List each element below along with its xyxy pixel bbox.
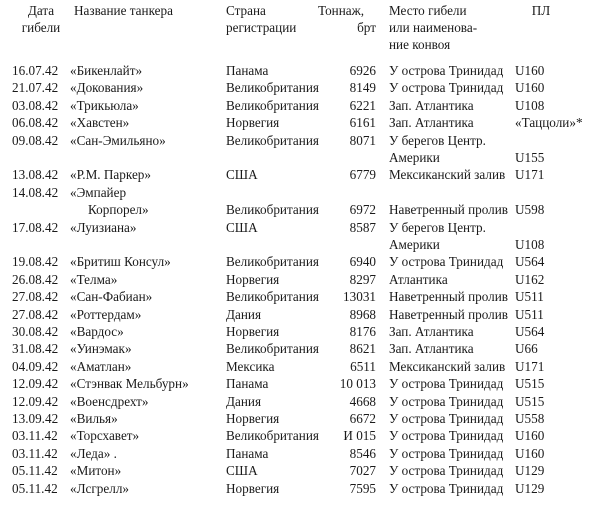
cell-country: Великобритания xyxy=(226,254,319,270)
table-row xyxy=(0,253,600,270)
cell-submarine: U160 xyxy=(515,80,545,96)
cell-tonnage: 7027 xyxy=(349,463,376,479)
header-place-line1: Место гибели xyxy=(389,3,467,18)
cell-country: Норвегия xyxy=(226,411,280,426)
cell-submarine: U129 xyxy=(515,463,545,479)
table-row xyxy=(0,114,600,131)
cell-date: 14.08.42 xyxy=(12,184,59,200)
cell-tonnage: 8149 xyxy=(349,80,376,96)
cell-date: 21.07.42 xyxy=(12,80,59,96)
cell-ship-name: «Бритиш Консул» xyxy=(70,254,171,270)
cell-submarine: U515 xyxy=(515,393,545,409)
cell-ship-name: «Роттердам» xyxy=(70,306,142,322)
cell-submarine: U155 xyxy=(515,150,545,165)
cell-ship-name: «Докования» xyxy=(70,80,144,96)
cell-tonnage: 8176 xyxy=(349,324,376,339)
cell-ship-name: «Вардос» xyxy=(70,324,124,339)
cell-tonnage: 13031 xyxy=(343,289,376,305)
cell-date: 03.08.42 xyxy=(12,97,59,113)
cell-submarine: U129 xyxy=(515,480,545,496)
cell-country: Мексика xyxy=(226,358,275,374)
cell-country: Великобритания xyxy=(226,341,319,357)
cell-place: Атлантика xyxy=(389,271,448,287)
cell-place: Зап. Атлантика xyxy=(389,115,474,131)
cell-ship-name: «Леда» . xyxy=(70,445,117,461)
cell-date: 16.07.42 xyxy=(12,63,59,78)
cell-place: Наветренный пролив xyxy=(389,202,509,218)
cell-place: У острова Тринидад xyxy=(389,428,504,444)
cell-country: Великобритания xyxy=(226,80,319,96)
cell-submarine: U598 xyxy=(515,202,545,218)
table-row xyxy=(0,375,600,392)
cell-tonnage: 6161 xyxy=(349,115,376,131)
cell-country: Великобритания xyxy=(226,202,319,218)
cell-tonnage: 6511 xyxy=(350,358,376,374)
table-row xyxy=(0,184,600,201)
header-submarine: ПЛ xyxy=(531,3,551,18)
cell-country: Великобритания xyxy=(226,428,319,444)
cell-place: Мексиканский залив xyxy=(389,167,506,183)
cell-country: Великобритания xyxy=(226,132,319,148)
cell-submarine: U108 xyxy=(515,237,545,252)
cell-date: 27.08.42 xyxy=(12,289,59,305)
cell-place: У острова Тринидад xyxy=(389,63,504,78)
table-row xyxy=(0,445,600,462)
cell-tonnage: 8587 xyxy=(349,219,376,235)
cell-ship-name: «Военсдрехт» xyxy=(70,393,149,409)
cell-country: Норвегия xyxy=(226,324,280,339)
cell-place: Зап. Атлантика xyxy=(389,97,474,113)
cell-submarine: U171 xyxy=(515,358,545,374)
cell-place: Наветренный пролив xyxy=(389,306,509,322)
table-row xyxy=(0,427,600,444)
cell-date: 12.09.42 xyxy=(12,393,59,409)
cell-place: Наветренный пролив xyxy=(389,289,509,305)
cell-ship-name: «Митон» xyxy=(70,463,122,479)
cell-tonnage: 8297 xyxy=(349,271,376,287)
cell-place: У острова Тринидад xyxy=(389,80,504,96)
table-row xyxy=(0,62,600,79)
cell-country: Норвегия xyxy=(226,480,280,496)
cell-place: У острова Тринидад xyxy=(389,480,504,496)
cell-tonnage: 8968 xyxy=(349,306,376,322)
cell-ship-name: «Уинэмак» xyxy=(70,341,132,357)
cell-place-continued: Америки xyxy=(389,150,440,165)
cell-submarine: U564 xyxy=(515,324,545,339)
cell-date: 13.08.42 xyxy=(12,167,59,183)
cell-tonnage: 4668 xyxy=(349,393,376,409)
cell-submarine: U511 xyxy=(515,306,544,322)
cell-tonnage: 6779 xyxy=(349,167,376,183)
cell-place: Зап. Атлантика xyxy=(389,324,474,339)
cell-country: Дания xyxy=(226,393,262,409)
header-date-line1: Дата xyxy=(27,3,55,18)
table-row xyxy=(0,306,600,323)
cell-place: У острова Тринидад xyxy=(389,254,504,270)
cell-ship-name: «Торсхавет» xyxy=(70,428,140,444)
cell-tonnage: 6221 xyxy=(349,97,376,113)
cell-date: 09.08.42 xyxy=(12,132,59,148)
cell-place: У острова Тринидад xyxy=(389,376,504,392)
cell-place: У берегов Центр. xyxy=(389,132,486,148)
table-header-row-1 xyxy=(0,2,600,19)
cell-place: Зап. Атлантика xyxy=(389,341,474,357)
cell-ship-name: «Хавстен» xyxy=(70,115,130,131)
cell-country: Дания xyxy=(226,306,262,322)
cell-place-continued: Америки xyxy=(389,237,440,252)
cell-ship-name-continued: Корпорел» xyxy=(88,202,149,218)
cell-ship-name: «Сан-Эмильяно» xyxy=(70,132,166,148)
cell-date: 03.11.42 xyxy=(12,428,58,444)
table-row xyxy=(0,79,600,96)
table-row xyxy=(0,97,600,114)
cell-country: Норвегия xyxy=(226,115,280,131)
table-header-row-3 xyxy=(0,36,600,53)
table-row xyxy=(0,323,600,340)
table-row xyxy=(0,410,600,427)
cell-submarine: U515 xyxy=(515,376,545,392)
cell-ship-name: «Сан-Фабиан» xyxy=(70,289,153,305)
cell-place: У берегов Центр. xyxy=(389,219,486,235)
cell-country: Панама xyxy=(226,376,269,392)
cell-tonnage: 8071 xyxy=(349,132,376,148)
cell-tonnage: 6940 xyxy=(349,254,376,270)
table-row xyxy=(0,480,600,497)
table-row xyxy=(0,219,600,236)
cell-ship-name: «Эмпайер xyxy=(70,184,127,200)
cell-tonnage: 8546 xyxy=(349,445,376,461)
cell-ship-name: «Стэнвак Мельбурн» xyxy=(70,376,189,392)
cell-date: 12.09.42 xyxy=(12,376,59,392)
cell-date: 04.09.42 xyxy=(12,358,59,374)
cell-date: 03.11.42 xyxy=(12,445,58,461)
cell-ship-name: «Бикенлайт» xyxy=(70,63,143,78)
cell-tonnage: 7595 xyxy=(349,480,376,496)
cell-ship-name: «Телма» xyxy=(70,271,118,287)
cell-country: Великобритания xyxy=(226,97,319,113)
table-row xyxy=(0,166,600,183)
table-row xyxy=(0,201,600,218)
header-place-line2: или наименова- xyxy=(389,20,478,35)
table-row xyxy=(0,288,600,305)
header-country-line1: Страна xyxy=(226,3,266,18)
cell-tonnage: 6672 xyxy=(349,411,376,426)
cell-date: 19.08.42 xyxy=(12,254,59,270)
table-row xyxy=(0,358,600,375)
cell-submarine: U564 xyxy=(515,254,545,270)
cell-submarine: U171 xyxy=(515,167,545,183)
cell-submarine: U66 xyxy=(515,341,538,357)
cell-country: США xyxy=(226,219,258,235)
table-header-row-2 xyxy=(0,19,600,36)
header-place-line3: ние конвоя xyxy=(389,37,451,52)
cell-tonnage: 6926 xyxy=(349,63,376,78)
cell-date: 06.08.42 xyxy=(12,115,59,131)
cell-place: У острова Тринидад xyxy=(389,411,504,426)
cell-ship-name: «Вилья» xyxy=(70,411,118,426)
cell-place: У острова Тринидад xyxy=(389,463,504,479)
cell-date: 27.08.42 xyxy=(12,306,59,322)
cell-submarine: U558 xyxy=(515,411,545,426)
cell-country: США xyxy=(226,167,258,183)
table-row xyxy=(0,132,600,149)
cell-submarine: U162 xyxy=(515,271,545,287)
cell-submarine: «Таццоли»* xyxy=(515,115,583,131)
table-row xyxy=(0,393,600,410)
cell-tonnage: 6972 xyxy=(349,202,376,218)
table-row xyxy=(0,462,600,479)
cell-date: 26.08.42 xyxy=(12,271,59,287)
cell-ship-name: «Трикьюла» xyxy=(70,97,139,113)
cell-submarine: U160 xyxy=(515,428,545,444)
header-name-line1: Название танкера xyxy=(74,3,173,18)
cell-ship-name: «Аматлан» xyxy=(70,358,132,374)
cell-place: У острова Тринидад xyxy=(389,393,504,409)
cell-date: 31.08.42 xyxy=(12,341,59,357)
cell-date: 05.11.42 xyxy=(12,480,58,496)
cell-country: Панама xyxy=(226,63,269,78)
table-row xyxy=(0,149,600,166)
header-country-line2: регистрации xyxy=(226,20,297,35)
cell-submarine: U108 xyxy=(515,97,545,113)
cell-country: Норвегия xyxy=(226,271,280,287)
cell-date: 30.08.42 xyxy=(12,324,59,339)
cell-country: Панама xyxy=(226,445,269,461)
cell-submarine: U160 xyxy=(515,63,545,78)
cell-date: 17.08.42 xyxy=(12,219,59,235)
header-date-line2: гибели xyxy=(21,20,61,35)
header-tonnage-line1: Тоннаж, xyxy=(318,3,365,18)
cell-country: США xyxy=(226,463,258,479)
cell-ship-name: «Луизиана» xyxy=(70,219,137,235)
cell-submarine: U511 xyxy=(515,289,544,305)
cell-tonnage: И 015 xyxy=(343,428,376,444)
cell-tonnage: 8621 xyxy=(349,341,376,357)
cell-date: 05.11.42 xyxy=(12,463,58,479)
table-row xyxy=(0,236,600,253)
table-row xyxy=(0,340,600,357)
cell-ship-name: «Лсгрелл» xyxy=(70,480,130,496)
table-row xyxy=(0,271,600,288)
header-tonnage-line2: брт xyxy=(357,20,376,35)
cell-country: Великобритания xyxy=(226,289,319,305)
cell-ship-name: «Р.М. Паркер» xyxy=(70,167,151,183)
cell-place: У острова Тринидад xyxy=(389,445,504,461)
cell-tonnage: 10 013 xyxy=(339,376,376,392)
cell-place: Мексиканский залив xyxy=(389,358,506,374)
cell-submarine: U160 xyxy=(515,445,545,461)
cell-date: 13.09.42 xyxy=(12,411,59,426)
